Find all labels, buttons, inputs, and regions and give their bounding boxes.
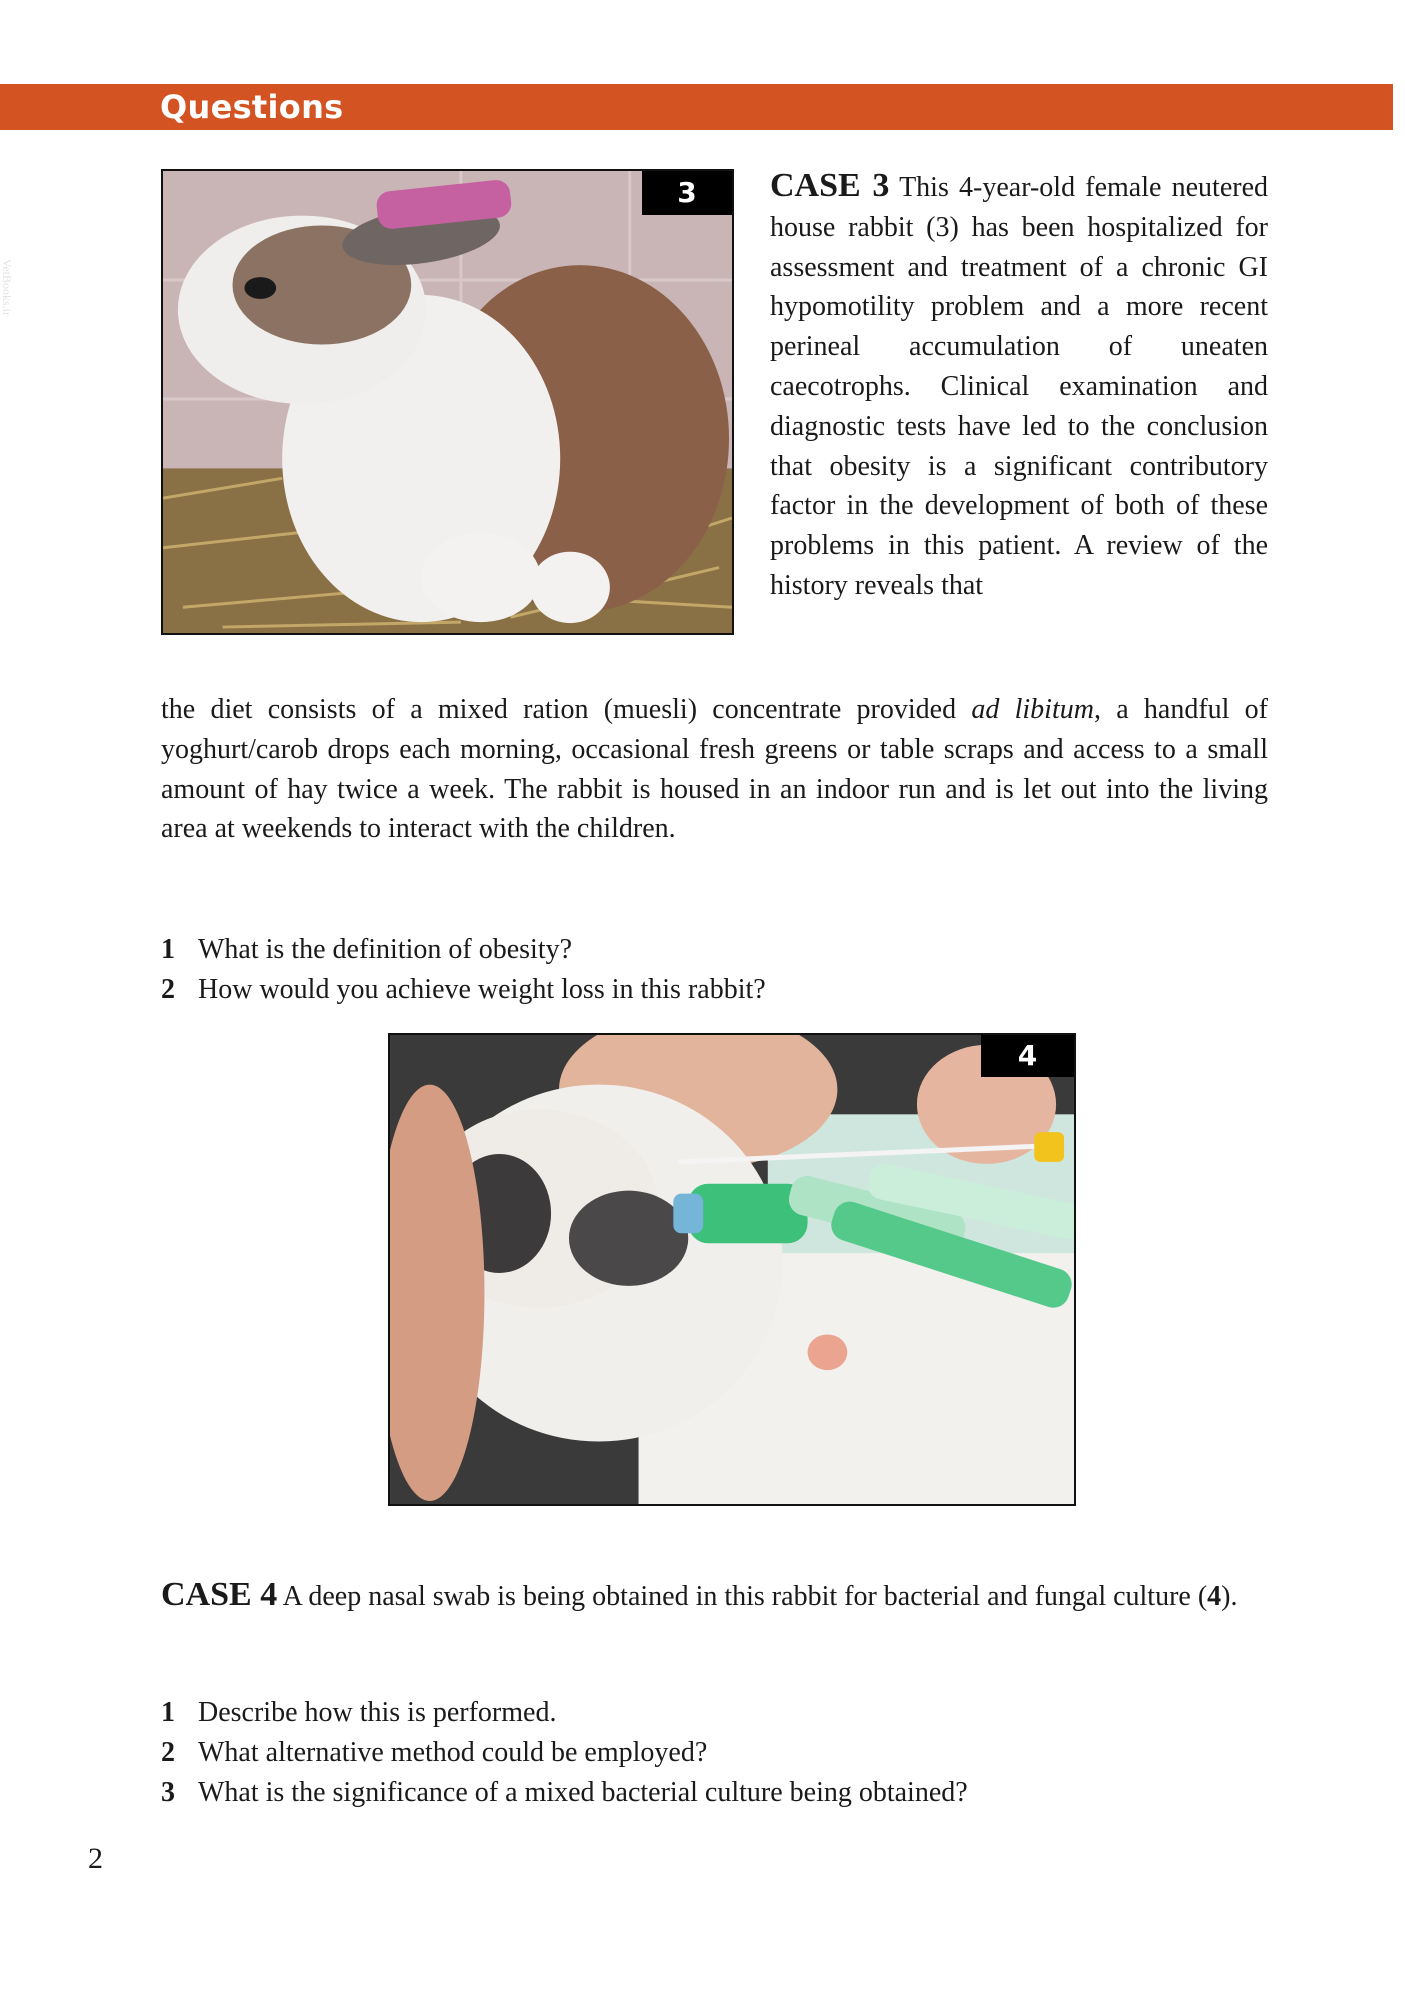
case-3-continued-text xyxy=(161,690,1268,849)
case-4-text-end: ). xyxy=(1221,1581,1238,1612)
case-3-housing-text: , a handful of yoghurt/carob drops each morning, occasional fresh greens or table scraps and access to a small amount of hay twice a week. The rabbit is housed in an indoor run and is let out into the living area at weekends to interact with the children. xyxy=(161,694,1269,845)
figure-number-badge: 4 xyxy=(981,1035,1074,1077)
case-4-figure-ref: 4 xyxy=(1207,1581,1222,1612)
case-4-question-1: 1 Describe how this is performed. xyxy=(161,1697,557,1728)
case-4-intro-text xyxy=(161,1575,1268,1617)
case-3-question-2: 2 How would you achieve weight loss in this rabbit? xyxy=(161,974,766,1005)
watermark: VetBooks.ir xyxy=(0,259,14,316)
section-title: Questions xyxy=(160,88,344,126)
figure-3-rabbit-photo xyxy=(161,169,734,635)
case-3-questions xyxy=(161,930,1268,1010)
case-3-lead-text: This 4-year-old female neutered house rabbit (3) has been hospitalized for assessment and treatment of a chronic GI hypomotility problem and a more recent perineal accumulation of uneaten caecotrophs. Clinical examination and diagnostic tests have led to the conclusion that obesity is a significant contributory factor in the development of both of these problems in this patient. A review of the history reveals that xyxy=(770,172,1269,601)
case-4-question-2: 2 What alternative method could be employed? xyxy=(161,1737,708,1768)
page-number: 2 xyxy=(88,1842,103,1875)
case-4-label: CASE 4 xyxy=(161,1576,278,1613)
case-3-diet-text: the diet consists of a mixed ration (muesli) concentrate provided xyxy=(161,694,957,725)
nasal-swab-illustration xyxy=(390,1035,1074,1504)
case-3-question-1: 1 What is the definition of obesity? xyxy=(161,934,573,965)
rabbit-illustration xyxy=(163,171,732,633)
ad-libitum-italic: ad libitum xyxy=(971,694,1094,725)
case-4-text: A deep nasal swab is being obtained in this rabbit for bacterial and fungal culture ( xyxy=(282,1581,1208,1612)
case-3-intro-text xyxy=(770,166,1268,606)
figure-4-nasal-swab-photo xyxy=(388,1033,1076,1506)
case-4-questions xyxy=(161,1693,1268,1813)
figure-number-badge: 3 xyxy=(642,171,732,215)
case-3-label: CASE 3 xyxy=(770,167,890,204)
case-4-question-3: 3 What is the significance of a mixed bacterial culture being obtained? xyxy=(161,1777,968,1808)
